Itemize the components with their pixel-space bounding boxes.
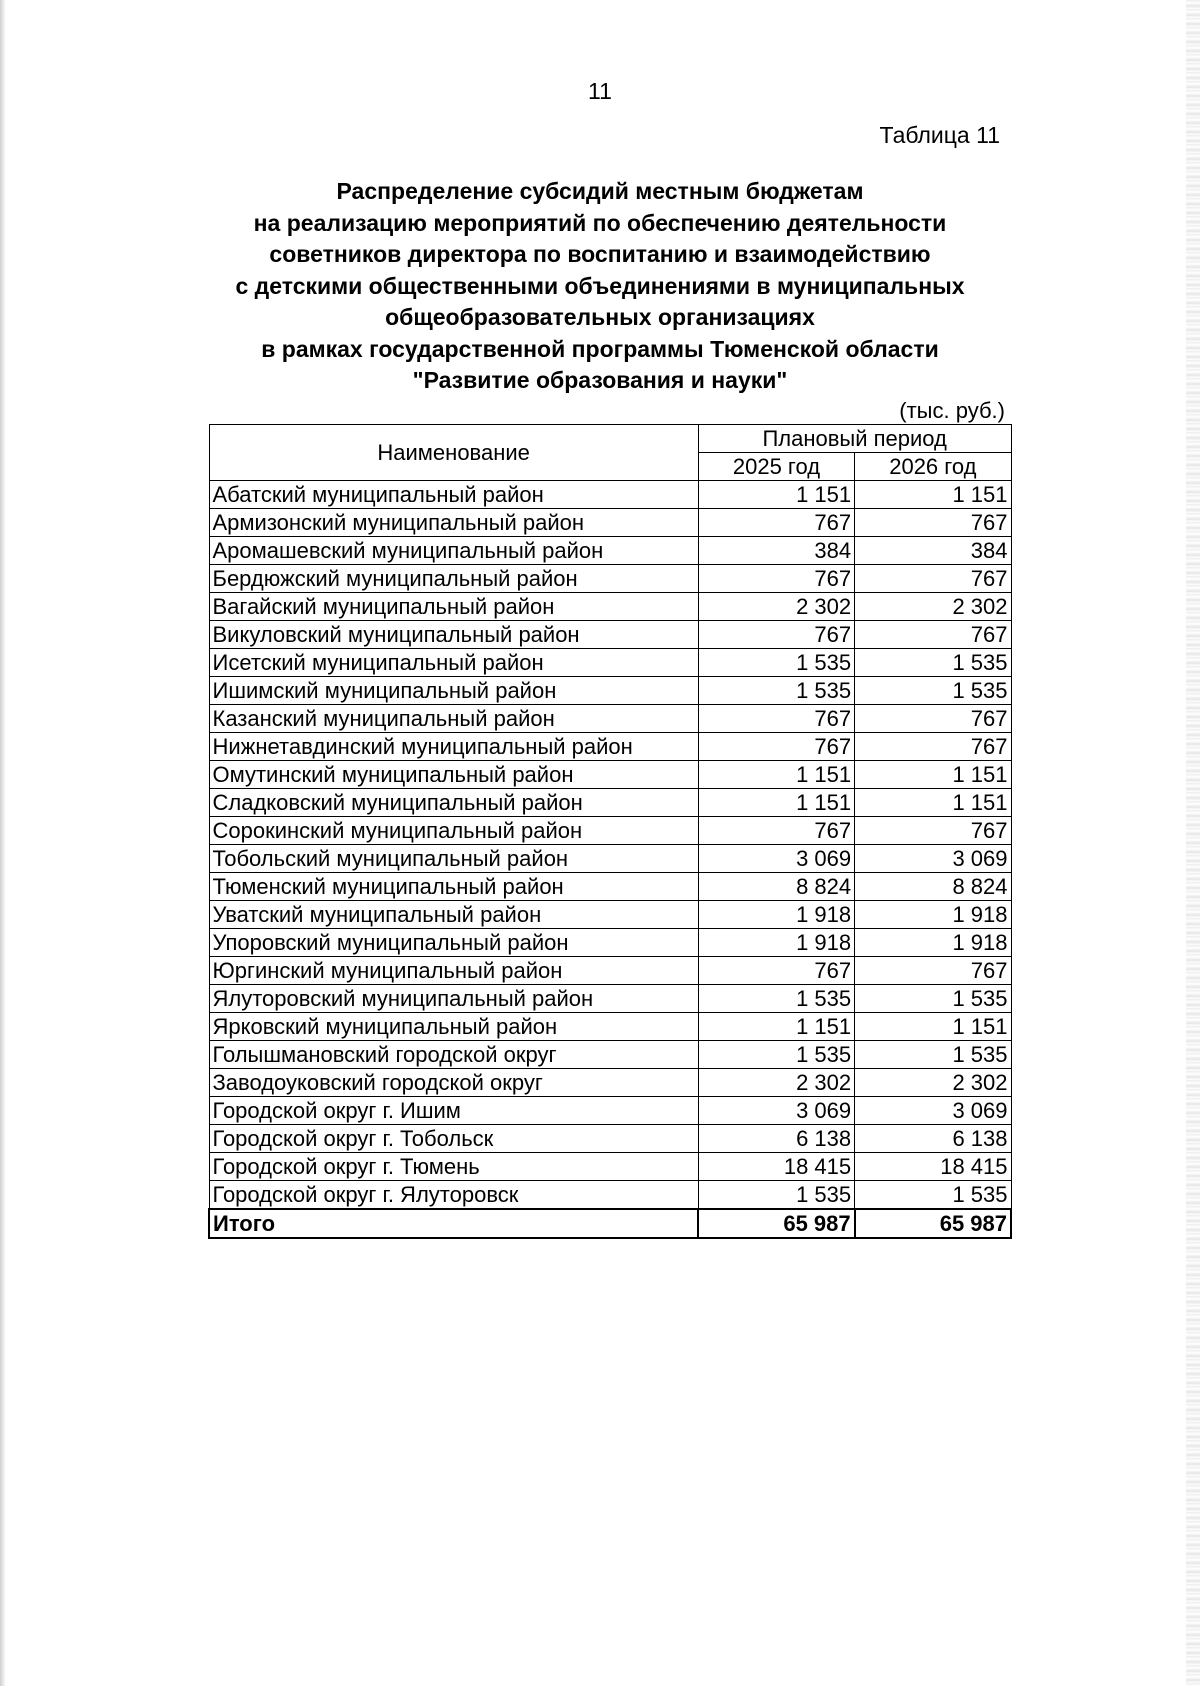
- row-name: Нижнетавдинский муниципальный район: [209, 733, 698, 761]
- row-name: Ялуторовский муниципальный район: [209, 985, 698, 1013]
- row-value-2026: 1 151: [855, 761, 1011, 789]
- title-line: с детскими общественными объединениями в муниципальных: [235, 272, 965, 299]
- row-value-2025: 1 151: [698, 1013, 854, 1041]
- row-value-2026: 3 069: [855, 845, 1011, 873]
- table-row: [209, 789, 1011, 817]
- row-value-2026: 767: [855, 705, 1011, 733]
- header-year-2025: 2025 год: [698, 453, 854, 481]
- row-value-2025: 18 415: [698, 1153, 854, 1181]
- table-row: [209, 1125, 1011, 1153]
- table-row: [209, 733, 1011, 761]
- page-number: 11: [588, 78, 612, 104]
- row-name: Городской округ г. Ишим: [209, 1097, 698, 1125]
- row-name: Городской округ г. Ялуторовск: [209, 1181, 698, 1210]
- row-value-2026: 767: [855, 621, 1011, 649]
- row-name: Сорокинский муниципальный район: [209, 817, 698, 845]
- row-value-2025: 6 138: [698, 1125, 854, 1153]
- table-row: [209, 1041, 1011, 1069]
- row-value-2026: 767: [855, 733, 1011, 761]
- row-value-2026: 767: [855, 565, 1011, 593]
- row-name: Тобольский муниципальный район: [209, 845, 698, 873]
- table-row: [209, 1069, 1011, 1097]
- row-name: Упоровский муниципальный район: [209, 929, 698, 957]
- table-row: [209, 649, 1011, 677]
- header-year-2026: 2026 год: [855, 453, 1011, 481]
- total-value-2025: 65 987: [698, 1209, 854, 1238]
- row-value-2025: 1 535: [698, 985, 854, 1013]
- row-value-2026: 2 302: [855, 1069, 1011, 1097]
- row-name: Заводоуковский городской округ: [209, 1069, 698, 1097]
- table-row: [209, 929, 1011, 957]
- row-value-2026: 1 151: [855, 481, 1011, 509]
- row-name: Исетский муниципальный район: [209, 649, 698, 677]
- total-name: Итого: [209, 1209, 698, 1238]
- subsidy-table: [208, 424, 1012, 1239]
- row-value-2026: 1 535: [855, 677, 1011, 705]
- row-name: Городской округ г. Тюмень: [209, 1153, 698, 1181]
- table-row: [209, 1153, 1011, 1181]
- row-value-2026: 384: [855, 537, 1011, 565]
- table-row: [209, 621, 1011, 649]
- row-value-2025: 767: [698, 509, 854, 537]
- row-name: Вагайский муниципальный район: [209, 593, 698, 621]
- row-value-2025: 8 824: [698, 873, 854, 901]
- row-value-2026: 6 138: [855, 1125, 1011, 1153]
- row-value-2025: 767: [698, 621, 854, 649]
- row-value-2025: 3 069: [698, 1097, 854, 1125]
- row-value-2026: 2 302: [855, 593, 1011, 621]
- table-row: [209, 677, 1011, 705]
- row-value-2025: 1 535: [698, 1181, 854, 1210]
- table-row: [209, 593, 1011, 621]
- title-line: общеобразовательных организациях: [385, 304, 815, 330]
- row-value-2025: 767: [698, 705, 854, 733]
- total-row: [209, 1209, 1011, 1238]
- table-row: [209, 873, 1011, 901]
- row-value-2026: 1 535: [855, 649, 1011, 677]
- row-value-2025: 767: [698, 733, 854, 761]
- row-value-2025: 384: [698, 537, 854, 565]
- scan-edge-left: [0, 0, 6, 1686]
- row-value-2026: 1 151: [855, 789, 1011, 817]
- row-name: Аромашевский муниципальный район: [209, 537, 698, 565]
- row-value-2025: 1 535: [698, 1041, 854, 1069]
- row-value-2025: 1 535: [698, 649, 854, 677]
- row-value-2026: 767: [855, 509, 1011, 537]
- row-value-2026: 1 535: [855, 1041, 1011, 1069]
- row-name: Армизонский муниципальный район: [209, 509, 698, 537]
- header-name: Наименование: [209, 425, 698, 481]
- row-name: Ярковский муниципальный район: [209, 1013, 698, 1041]
- row-name: Юргинский муниципальный район: [209, 957, 698, 985]
- row-name: Городской округ г. Тобольск: [209, 1125, 698, 1153]
- row-value-2026: 1 151: [855, 1013, 1011, 1041]
- row-name: Тюменский муниципальный район: [209, 873, 698, 901]
- units-label: (тыс. руб.): [899, 398, 1005, 423]
- table-row: [209, 901, 1011, 929]
- row-name: Ишимский муниципальный район: [209, 677, 698, 705]
- scan-edge-right: [1186, 0, 1200, 1686]
- row-value-2026: 767: [855, 957, 1011, 985]
- row-name: Казанский муниципальный район: [209, 705, 698, 733]
- title-line: советников директора по воспитанию и взаимодействию: [269, 241, 931, 267]
- table-row: [209, 957, 1011, 985]
- row-value-2026: 767: [855, 817, 1011, 845]
- row-value-2026: 3 069: [855, 1097, 1011, 1125]
- table-row: [209, 761, 1011, 789]
- row-value-2026: 8 824: [855, 873, 1011, 901]
- row-value-2025: 2 302: [698, 1069, 854, 1097]
- row-value-2025: 1 918: [698, 901, 854, 929]
- table-row: [209, 1013, 1011, 1041]
- table-header: [209, 425, 1011, 481]
- table-label: Таблица 11: [879, 122, 1000, 148]
- row-value-2026: 1 535: [855, 1181, 1011, 1210]
- row-value-2025: 1 918: [698, 929, 854, 957]
- title-line: в рамках государственной программы Тюменской области: [261, 335, 939, 362]
- row-name: Викуловский муниципальный район: [209, 621, 698, 649]
- total-value-2026: 65 987: [855, 1209, 1011, 1238]
- table-row: [209, 537, 1011, 565]
- table-row: [209, 845, 1011, 873]
- row-name: Уватский муниципальный район: [209, 901, 698, 929]
- table-row: [209, 985, 1011, 1013]
- header-period: Плановый период: [698, 425, 1011, 453]
- table-row: [209, 705, 1011, 733]
- table-body: [209, 481, 1011, 1239]
- table-row: [209, 1097, 1011, 1125]
- row-value-2025: 767: [698, 817, 854, 845]
- title-line: Распределение субсидий местным бюджетам: [336, 178, 864, 204]
- table-row: [209, 481, 1011, 509]
- table-row: [209, 565, 1011, 593]
- row-value-2025: 1 535: [698, 677, 854, 705]
- title-line: "Развитие образования и науки": [412, 367, 788, 393]
- row-name: Голышмановский городской округ: [209, 1041, 698, 1069]
- row-value-2025: 767: [698, 957, 854, 985]
- row-name: Абатский муниципальный район: [209, 481, 698, 509]
- table-row: [209, 817, 1011, 845]
- row-value-2025: 1 151: [698, 761, 854, 789]
- row-value-2025: 767: [698, 565, 854, 593]
- title-line: на реализацию мероприятий по обеспечению деятельности: [253, 209, 947, 236]
- row-name: Сладковский муниципальный район: [209, 789, 698, 817]
- row-name: Бердюжский муниципальный район: [209, 565, 698, 593]
- row-value-2026: 1 918: [855, 929, 1011, 957]
- document-title: [180, 176, 1020, 397]
- table-row: [209, 1181, 1011, 1210]
- table-row: [209, 509, 1011, 537]
- row-value-2025: 3 069: [698, 845, 854, 873]
- row-value-2026: 1 918: [855, 901, 1011, 929]
- row-value-2025: 2 302: [698, 593, 854, 621]
- row-value-2026: 18 415: [855, 1153, 1011, 1181]
- row-value-2025: 1 151: [698, 481, 854, 509]
- row-name: Омутинский муниципальный район: [209, 761, 698, 789]
- row-value-2025: 1 151: [698, 789, 854, 817]
- row-value-2026: 1 535: [855, 985, 1011, 1013]
